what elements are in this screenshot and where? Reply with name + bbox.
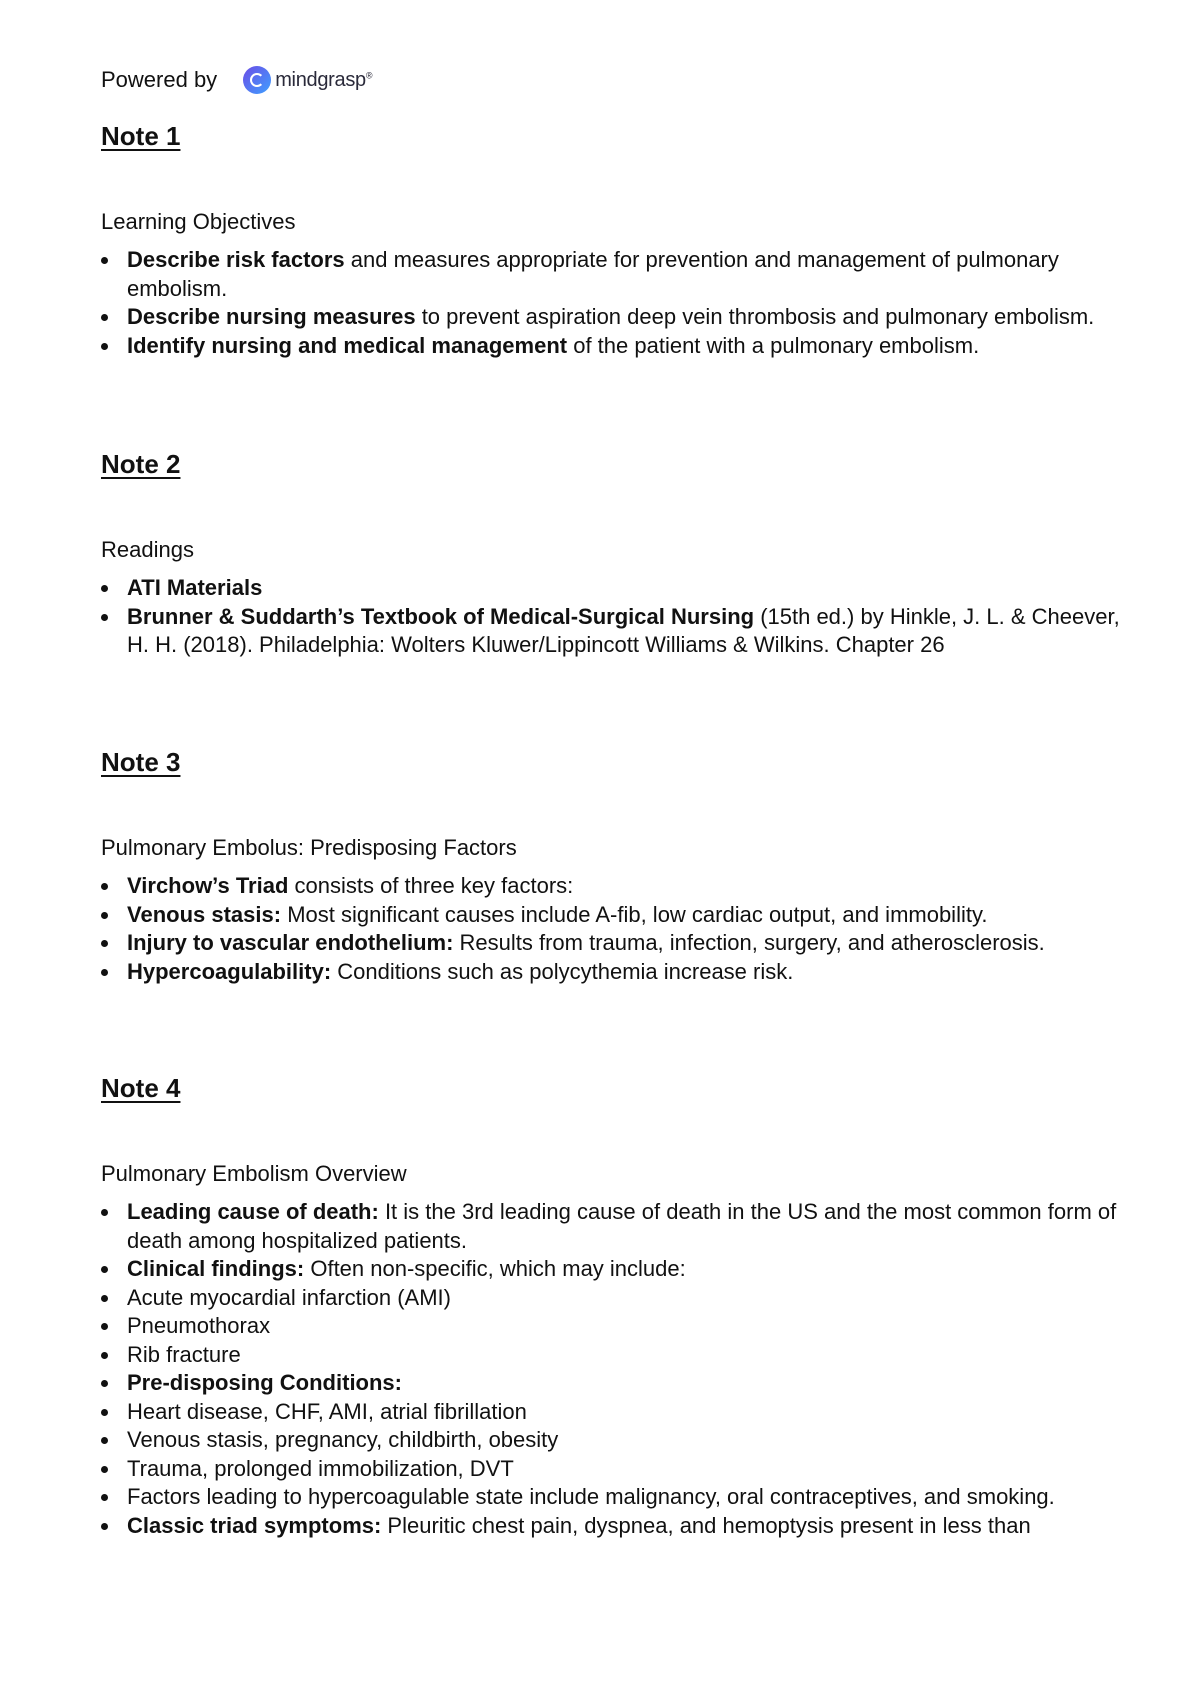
bullet-list bbox=[101, 872, 1121, 986]
list-item: Acute myocardial infarction (AMI) bbox=[101, 1284, 1121, 1313]
list-item: Describe risk factors and measures appropriate for prevention and management of pulmonary embolism. bbox=[101, 246, 1121, 303]
bullet-list bbox=[101, 246, 1121, 360]
list-item: Classic triad symptoms: Pleuritic chest pain, dyspnea, and hemoptysis present in less than bbox=[101, 1512, 1121, 1541]
note-heading: Note 2 bbox=[101, 449, 181, 479]
note-heading: Note 4 bbox=[101, 1073, 181, 1103]
list-item: Venous stasis, pregnancy, childbirth, obesity bbox=[101, 1426, 1121, 1455]
list-item: Heart disease, CHF, AMI, atrial fibrillation bbox=[101, 1398, 1121, 1427]
list-item: Hypercoagulability: Conditions such as polycythemia increase risk. bbox=[101, 958, 1121, 987]
list-item: Describe nursing measures to prevent aspiration deep vein thrombosis and pulmonary embolism. bbox=[101, 303, 1121, 332]
logo-wordmark: mindgrasp® bbox=[275, 68, 373, 91]
list-item: Leading cause of death: It is the 3rd leading cause of death in the US and the most common form of death among hospitalized patients. bbox=[101, 1198, 1121, 1255]
brain-logo-icon bbox=[243, 66, 271, 94]
note-4-section bbox=[101, 1066, 1121, 1540]
note-heading: Note 1 bbox=[101, 121, 181, 151]
list-item: Injury to vascular endothelium: Results from trauma, infection, surgery, and atherosclerosis. bbox=[101, 929, 1121, 958]
list-item: Factors leading to hypercoagulable state include malignancy, oral contraceptives, and smoking. bbox=[101, 1483, 1121, 1512]
list-item: Virchow’s Triad consists of three key factors: bbox=[101, 872, 1121, 901]
list-item: Rib fracture bbox=[101, 1341, 1121, 1370]
list-item: Pre-disposing Conditions: bbox=[101, 1369, 1121, 1398]
bullet-list bbox=[101, 1198, 1121, 1540]
section-title: Readings bbox=[101, 537, 194, 562]
note-2-section bbox=[101, 442, 1121, 740]
section-title: Pulmonary Embolism Overview bbox=[101, 1161, 407, 1186]
list-item: ATI Materials bbox=[101, 574, 1121, 603]
list-item: Trauma, prolonged immobilization, DVT bbox=[101, 1455, 1121, 1484]
note-heading: Note 3 bbox=[101, 747, 181, 777]
section-title: Learning Objectives bbox=[101, 209, 296, 234]
list-item: Venous stasis: Most significant causes include A-fib, low cardiac output, and immobility. bbox=[101, 901, 1121, 930]
mindgrasp-logo[interactable] bbox=[243, 66, 372, 94]
list-item: Brunner & Suddarth’s Textbook of Medical-Surgical Nursing (15th ed.) by Hinkle, J. L. & Cheever, H. H. (2018). Philadelphia: Wolters Kluwer/Lippincott Williams & Wilkins. Chapter 26 bbox=[101, 603, 1121, 660]
powered-by-label: Powered by bbox=[101, 67, 218, 92]
list-item: Clinical findings: Often non-specific, which may include: bbox=[101, 1255, 1121, 1284]
document-page bbox=[101, 60, 1121, 1540]
list-item: Identify nursing and medical management of the patient with a pulmonary embolism. bbox=[101, 332, 1121, 361]
section-title: Pulmonary Embolus: Predisposing Factors bbox=[101, 835, 517, 860]
bullet-list bbox=[101, 574, 1121, 660]
powered-by-banner bbox=[101, 60, 1121, 100]
note-1-section bbox=[101, 114, 1121, 442]
list-item: Pneumothorax bbox=[101, 1312, 1121, 1341]
note-3-section bbox=[101, 740, 1121, 1066]
